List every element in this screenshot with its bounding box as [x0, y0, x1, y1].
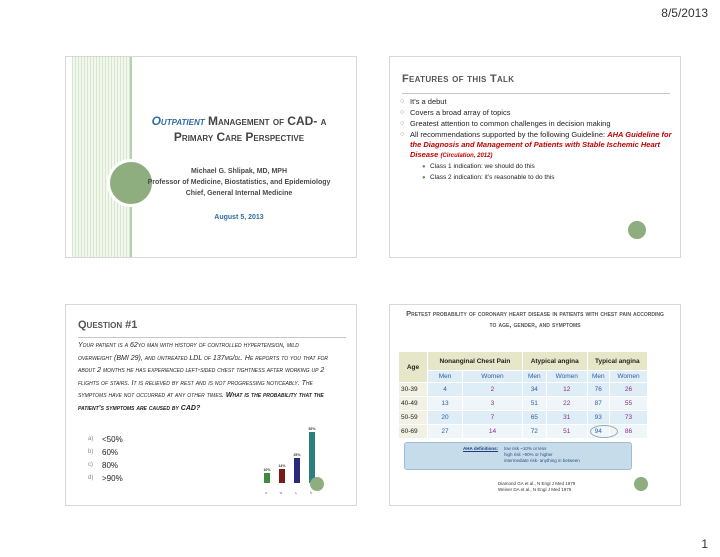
group-header: Nonanginal Chest Pain: [428, 352, 523, 371]
print-date: 8/5/2013: [661, 6, 708, 20]
talk-title-highlight: Outpatient: [151, 114, 205, 128]
sex-header: Men: [522, 371, 546, 383]
bar-category-label: d: [308, 490, 314, 496]
bullet-icon: ○: [400, 120, 405, 127]
guideline-name: AHA Guideline for the Diagnosis and Management of Patients with Stable Ischemic Heart Disease (Circulation, 2012): [410, 130, 672, 159]
slide-question: [66, 305, 356, 505]
sex-header: Women: [463, 371, 523, 383]
author-position: Chief, General Internal Medicine: [185, 190, 293, 197]
sub-list-item: ● Class 1 indication: we should do this: [422, 163, 535, 170]
page-number: 1: [701, 537, 708, 551]
decorative-circle: [628, 221, 646, 239]
divider: [402, 93, 670, 94]
author-block: [134, 167, 344, 200]
answer-option: b) 60%: [88, 448, 119, 457]
slide-title: [66, 57, 356, 257]
slide-heading: Pretest probability of coronary heart disease in patients with chest pain according to age, gender, and symptoms: [406, 309, 664, 329]
decorative-stripe: [72, 57, 132, 257]
bullet-icon: ●: [422, 164, 426, 170]
bar-category-label: c: [293, 490, 298, 496]
bar-value-label: 25%: [293, 453, 301, 458]
sub-list-item: ● Class 2 indication: it’s reasonable to do this: [422, 174, 555, 181]
reference: Diamond GA et al., N Engl J Med 1979: [498, 481, 576, 486]
bar-b: [279, 469, 285, 483]
bullet-icon: ○: [400, 98, 405, 105]
bullet-icon: ○: [400, 131, 405, 138]
bar-category-label: b: [278, 490, 284, 496]
talk-title: [134, 113, 344, 145]
reference: Weiner DA et al., N Engl J Med 1979: [498, 487, 572, 492]
bar-c: [294, 458, 300, 483]
definition-line: low risk ~10% or less: [504, 446, 547, 451]
sex-header: Women: [609, 371, 647, 383]
probability-table: [398, 351, 648, 439]
decorative-circle: [310, 477, 324, 491]
aha-definitions-box: [404, 442, 632, 470]
bar-value-label: 10%: [263, 468, 271, 473]
divider: [78, 337, 346, 338]
sex-header: Women: [546, 371, 587, 383]
table-row: 40-49 13 3 51 22 87 55: [399, 397, 648, 411]
slide-heading: Question #1: [78, 319, 138, 331]
answer-option: a) <50%: [88, 435, 123, 444]
answer-options: [88, 433, 123, 485]
sex-header: Men: [428, 371, 463, 383]
bullet-icon: ●: [422, 175, 426, 181]
decorative-circle: [634, 477, 648, 491]
feature-list: [400, 97, 672, 184]
talk-date: August 5, 2013: [214, 214, 264, 221]
group-header: Typical angina: [587, 352, 647, 371]
table-row: 60-69 27 14 72 51 94 86: [399, 425, 648, 439]
group-header: Atypical angina: [522, 352, 587, 371]
slide-features: [390, 57, 680, 257]
list-item: ○ Greatest attention to common challenges in decision making: [400, 119, 611, 128]
sex-header: Men: [587, 371, 609, 383]
bar-d: [309, 432, 315, 483]
bar-category-label: a: [263, 490, 269, 496]
highlighted-cell: 94: [587, 425, 609, 439]
age-header: Age: [399, 352, 428, 383]
slide-pretest-table: [390, 305, 680, 505]
talk-title-rest: Management of CAD- a Primary Care Perspective: [173, 114, 327, 144]
bar-value-label: 14%: [278, 464, 286, 469]
author-affiliation: Professor of Medicine, Biostatistics, and Epidemiology: [147, 179, 331, 186]
table-row: 50-59 20 7 65 31 93 73: [399, 411, 648, 425]
answer-option: c) 80%: [88, 461, 119, 470]
definition-line: high risk ~90% or higher: [504, 452, 553, 457]
bar-value-label: 52%: [308, 426, 316, 431]
question-text: Your patient is a 62yo man with history of controlled hypertension, mild overweight (BMI 29), and untreated LDL of 137mg/dl. He reports to you that for about 2 months he has experienced left-sided chest tightness after working up 2 flights of stairs. It is relieved by rest and is not progressing noticeably. The symptoms have not occurred at any other times. What is the probability that the patient’s symptoms are caused by CAD?: [78, 342, 329, 412]
references: [498, 481, 575, 493]
definition-line: intermediate risk- anything in between: [504, 458, 580, 463]
slide-heading: Features of this Talk: [402, 73, 515, 85]
table-row: 30-39 4 2 34 12 76 26: [399, 383, 648, 397]
list-item: ○ It’s a debut: [400, 97, 447, 106]
answer-option: d) >90%: [88, 474, 123, 483]
author-name: Michael G. Shlipak, MD, MPH: [190, 168, 288, 175]
list-item: ○ All recommendations supported by the following Guideline: AHA Guideline for the Diagnosis and Management of Patients with Stable Ischemic Heart Disease (Circulation, 2012) ● Class 1 indication: we should do this ● Class 2 indication: it’s reasonable to do this: [400, 130, 672, 181]
definitions-heading: AHA definitions:: [463, 446, 499, 451]
bullet-icon: ○: [400, 109, 405, 116]
list-item: ○ Covers a broad array of topics: [400, 108, 511, 117]
bar-a: [264, 473, 270, 483]
